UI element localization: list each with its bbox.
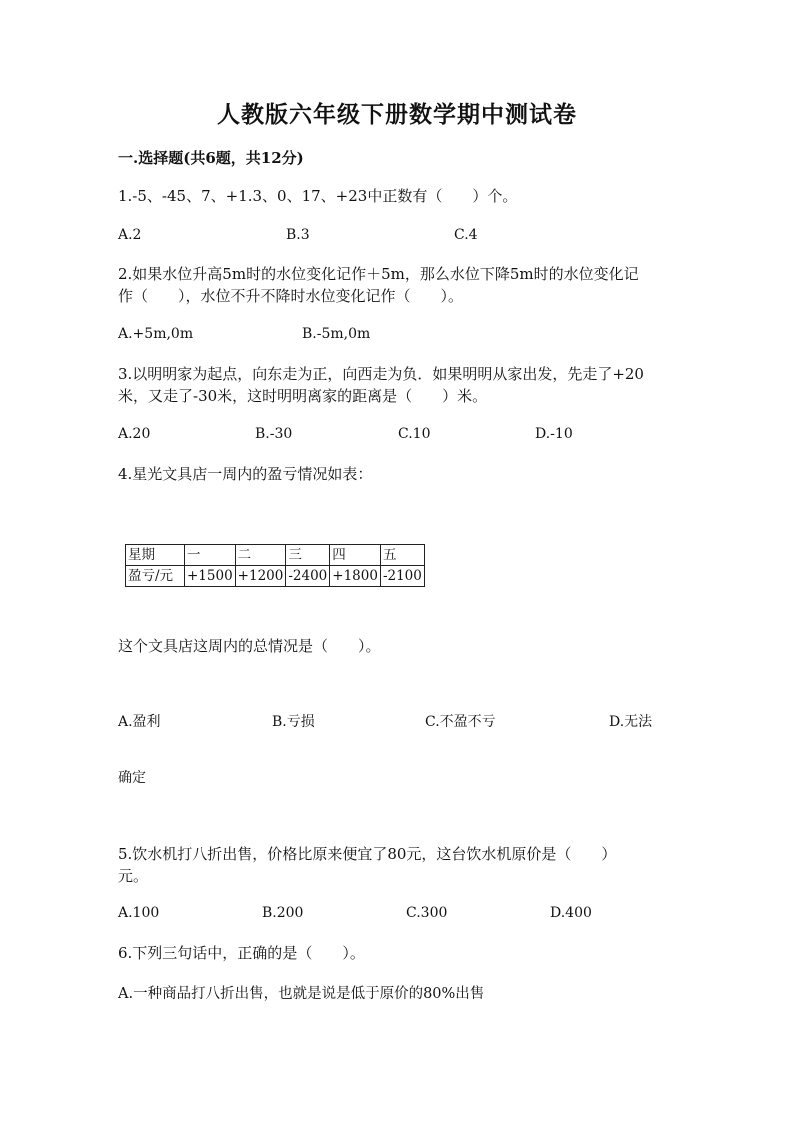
q2-option-b: B.-5m,0m [302, 326, 371, 342]
table-cell: +1200 [235, 566, 286, 587]
table-cell: 三 [286, 545, 330, 566]
q6-option-a: A.一种商品打八折出售，也就是说是低于原价的80%出售 [118, 986, 485, 1002]
table-header-row [126, 545, 425, 566]
question-6: 6.下列三句话中，正确的是（ ）。 [118, 944, 365, 962]
q2-option-a: A.+5m,0m [118, 326, 194, 342]
q5-option-d: D.400 [550, 905, 592, 921]
question-5-line-1: 5.饮水机打八折出售，价格比原来便宜了80元，这台饮水机原价是（ ） [118, 845, 617, 863]
q4-option-a: A.盈利 [118, 714, 161, 730]
table-cell: -2400 [286, 566, 330, 587]
q4-option-b: B.亏损 [272, 714, 315, 730]
q4-option-d-continued: 确定 [118, 770, 146, 786]
q1-option-a: A.2 [118, 227, 142, 243]
q3-option-b: B.-30 [255, 426, 293, 442]
question-2-line-1: 2.如果水位升高5m时的水位变化记作＋5m，那么水位下降5m时的水位变化记 [118, 265, 639, 283]
q1-option-c: C.4 [454, 227, 478, 243]
q3-option-d: D.-10 [535, 426, 573, 442]
table-cell: 盈亏/元 [126, 566, 185, 587]
table-cell: 星期 [126, 545, 185, 566]
section-heading: 一.选择题(共6题，共12分) [118, 149, 304, 167]
q4-option-d: D.无法 [609, 714, 653, 730]
question-3-line-2: 米，又走了-30米，这时明明离家的距离是（ ）米。 [118, 387, 488, 405]
table-cell: 一 [185, 545, 236, 566]
table-cell: 四 [330, 545, 381, 566]
question-5-line-2: 元。 [118, 867, 149, 885]
q3-option-c: C.10 [398, 426, 431, 442]
table-cell: 五 [380, 545, 424, 566]
q4-option-c: C.不盈不亏 [425, 714, 496, 730]
question-2-line-2: 作（ ），水位不升不降时水位变化记作（ ）。 [118, 287, 464, 305]
table-cell: +1500 [185, 566, 236, 587]
q3-option-a: A.20 [118, 426, 151, 442]
table-cell: -2100 [380, 566, 424, 587]
question-1: 1.-5、-45、7、+1.3、0、17、+23中正数有（ ）个。 [118, 187, 518, 205]
question-4: 4.星光文具店一周内的盈亏情况如表： [118, 465, 373, 483]
page-title: 人教版六年级下册数学期中测试卷 [217, 101, 577, 128]
q1-option-b: B.3 [286, 227, 310, 243]
q5-option-c: C.300 [406, 905, 448, 921]
q5-option-b: B.200 [262, 905, 304, 921]
profit-loss-table [125, 544, 425, 587]
q5-option-a: A.100 [118, 905, 160, 921]
question-3-line-1: 3.以明明家为起点，向东走为正，向西走为负．如果明明从家出发，先走了+20 [118, 365, 644, 383]
table-row [126, 566, 425, 587]
table-cell: +1800 [330, 566, 381, 587]
question-4-prompt: 这个文具店这周内的总情况是（ ）。 [118, 637, 381, 655]
table-cell: 二 [235, 545, 286, 566]
